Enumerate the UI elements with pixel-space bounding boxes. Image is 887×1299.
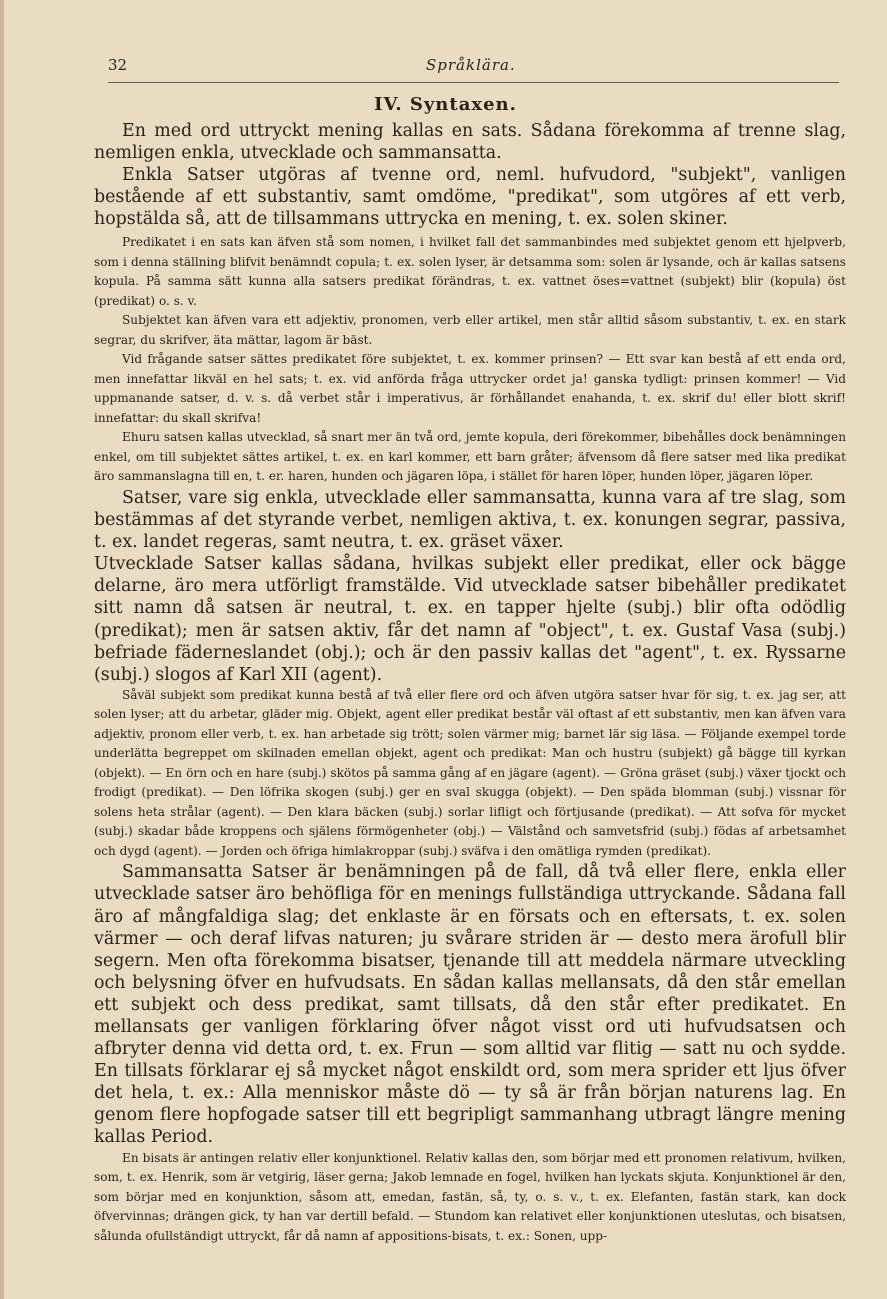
running-title: Språklära.: [426, 56, 516, 74]
paragraph-sammansatta-satser: Sammansatta Satser är benämningen på de fall, då två eller flere, enkla eller utvecklade satser äro behöfliga för en menings fullständiga uttryckande. Sådana fall äro af mångfaldiga slag; det enklaste är en försats och en eftersats, t. ex. solen värmer — och deraf lifvas naturen; ju svårare striden är — desto mera ärofull blir segern. Men ofta förekomma bisatser, tjenande till att meddela närmare utveckling och belysning öfver en hufvudsats. En sådan kallas mellansats, då den står emellan ett subjekt och dess predikat, samt tillsats, då den står efter predikatet. En mellansats ger vanligen förklaring öfver något visst ord uti hufvudsatsen och afbryter denna vid detta ord, t. ex. Frun — som alltid var flitig — satt nu och sydde. En tillsats förklarar ej så mycket något enskildt ord, som mera sprider ett ljus öfver det hela, t. ex.: Alla menniskor måste dö — ty så är från början naturens lag. En genom flere hopfogade satser till ett begripligt sammanhang utbragt längre mening kallas Period.: [94, 862, 846, 1148]
note-fragande-satser: Vid frågande satser sättes predikatet före subjektet, t. ex. kommer prinsen? — Ett svar kan bestå af ett enda ord, men innefattar likväl en hel sats; t. ex. vid anförda fråga uttrycker ordet ja! ganska tydligt: prinsen kommer! — Vid uppmanande satser, d. v. s. då verbet står i imperativus, är förhållandet enahanda, t. ex. skrif du! eller blott skrif! innefattar: du skall skrifva!: [94, 352, 846, 425]
note-exempel: Såväl subjekt som predikat kunna bestå af två eller flere ord och äfven utgöra satser hvar för sig, t. ex. jag ser, att solen lyser; att du arbetar, gläder mig. Objekt, agent eller predikat består väl oftast af ett substantiv, men kan äfven vara adjektiv, pronom eller verb, t. ex. han arbetade sig trött; solen värmer mig; barnet lär sig läsa. — Följande exempel torde underlätta begreppet om skilnaden emellan objekt, agent och predikat: Man och hustru (subjekt) gå bägge till kyrkan (objekt). — En örn och en hare (subj.) skötos på samma gång af en jägare (agent). — Gröna gräset (subj.) växer tjockt och frodigt (predikat). — Den löfrika skogen (subj.) ger en sval skugga (objekt). — Den späda blomman (subj.) vissnar för solens heta strålar (agent). — Den klara bäcken (subj.) sorlar lifligt och förtjusande (predikat). — Att sofva för mycket (subj.) skadar både kroppens och själens förmögenheter (obj.) — Välstånd och samvetsfrid (subj.) födas af arbetsamhet och dygd (agent). — Jorden och öfriga himlakroppar (subj.) sväfva i den omätliga rymden (predikat).: [94, 687, 846, 858]
page-number: 32: [108, 56, 128, 74]
paragraph-intro: En med ord uttryckt mening kallas en sats. Sådana förekomma af trenne slag, nemligen enkla, utvecklade och sammansatta.: [94, 121, 846, 164]
paragraph-utvecklade-satser: Utvecklade Satser kallas sådana, hvilkas subjekt eller predikat, eller ock bägge delarne, äro mera utförligt framstälde. Vid utvecklade satser bibehåller predikatet sitt namn då satsen är neutral, t. ex. en tapper hjelte (subj.) blir ofta odödlig (predikat); men är satsen aktiv, får det namn af "object", t. ex. Gustaf Vasa (subj.) befriade fäderneslandet (obj.); och är den passiv kallas det "agent", t. ex. Ryssarne (subj.) slogos af Karl XII (agent).: [94, 554, 846, 685]
note-subjekt: Subjektet kan äfven vara ett adjektiv, pronomen, verb eller artikel, men står alltid såsom substantiv, t. ex. en stark segrar, du skrifver, äta mättar, lagom är bäst.: [94, 313, 846, 347]
note-utvecklad-enkel: Ehuru satsen kallas utvecklad, så snart mer än två ord, jemte kopula, deri förekommer, bibehålles dock benämningen enkel, om till subjektet sättes artikel, t. ex. en karl kommer, ett barn gråter; äfvensom då flere satser med lika predikat äro sammanslagna till en, t. er. haren, hunden och jägaren löpa, i stället för haren löper, hunden löper, jägaren löper.: [94, 430, 846, 484]
note-predikat: Predikatet i en sats kan äfven stå som nomen, i hvilket fall det sammanbindes med subjektet genom ett hjelpverb, som i denna ställning blifvit benämndt copula; t. ex. solen lyser, är detsamma som: solen är lysande, och är kallas satsens kopula. På samma sätt kunna alla satsers predikat förändras, t. ex. vattnet öses=vattnet (subjekt) blir (kopula) öst (predikat) o. s. v.: [94, 235, 846, 308]
paragraph-enkla-satser: Enkla Satser utgöras af tvenne ord, neml. hufvudord, "subjekt", vanligen bestående af ett substantiv, samt omdöme, "predikat", som utgöres af ett verb, hopstälda så, att de tillsammans uttrycka en mening, t. ex. solen skiner.: [94, 165, 846, 230]
note-bisats: En bisats är antingen relativ eller konjunktionel. Relativ kallas den, som börjar med ett pronomen relativum, hvilken, som, t. ex. Henrik, som är vetgirig, läser gerna; Jakob lemnade en fogel, hvilken han lyckats skjuta. Konjunktionel är den, som börjar med en konjunktion, såsom att, emedan, fastän, så, ty, o. s. v., t. ex. Elefanten, fastän stark, kan dock öfvervinnas; drängen gick, ty han var dertill befald. — Stundom kan relativet eller konjunktionen uteslutas, och bisatsen, sålunda ofullständigt uttryckt, får då namn af appositions-bisats, t. ex.: Sonen, upp-: [94, 1150, 846, 1243]
paragraph-tre-slag: Satser, vare sig enkla, utvecklade eller sammansatta, kunna vara af tre slag, som bestämmas af det styrande verbet, nemligen aktiva, t. ex. konungen segrar, passiva, t. ex. landet regeras, samt neutra, t. ex. gräset växer.: [94, 487, 846, 553]
page-body: [94, 120, 846, 1246]
page-header: [108, 56, 839, 83]
section-heading: IV. Syntaxen.: [374, 94, 517, 115]
